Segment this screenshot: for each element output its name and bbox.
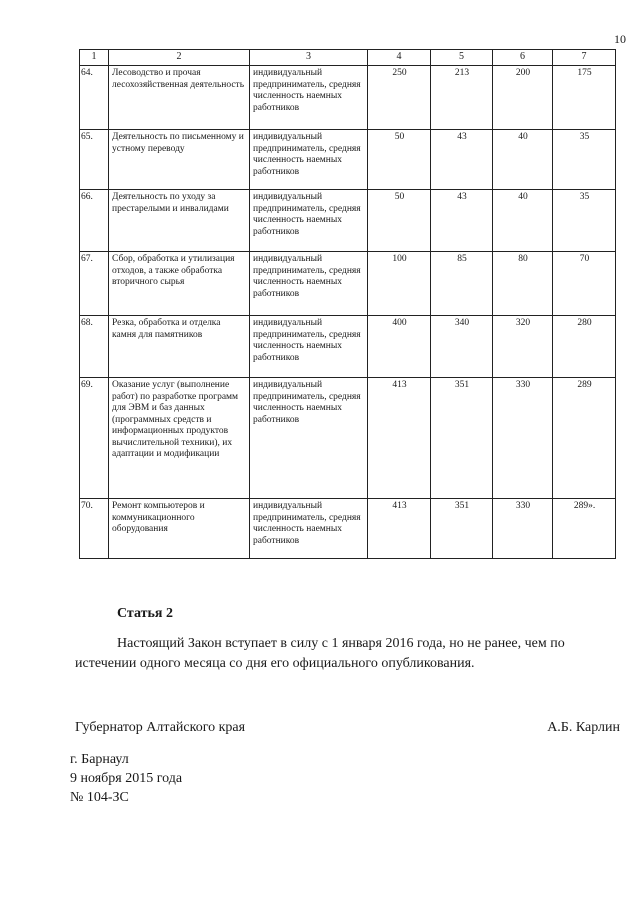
table-row — [80, 378, 616, 499]
row-number: 70. — [80, 499, 109, 559]
date: 9 ноября 2015 года — [70, 771, 183, 786]
article-text — [75, 634, 625, 674]
category-cell: индивидуальный предприниматель, средняя численность наемных работников — [250, 190, 368, 252]
value-cell-5: 85 — [431, 252, 493, 316]
table-header-row — [80, 50, 616, 66]
category-cell: индивидуальный предприниматель, средняя численность наемных работников — [250, 378, 368, 499]
table-row — [80, 190, 616, 252]
activity-cell: Деятельность по письменному и устному переводу — [109, 130, 250, 190]
city: г. Барнаул — [70, 752, 129, 767]
table-row — [80, 66, 616, 130]
table-row — [80, 499, 616, 559]
category-cell: индивидуальный предприниматель, средняя численность наемных работников — [250, 252, 368, 316]
column-header: 1 — [80, 50, 109, 66]
value-cell-4: 50 — [368, 130, 431, 190]
value-cell-6: 330 — [493, 378, 553, 499]
value-cell-4: 50 — [368, 190, 431, 252]
activity-cell: Резка, обработка и отделка камня для памятников — [109, 316, 250, 378]
row-number: 64. — [80, 66, 109, 130]
row-number: 68. — [80, 316, 109, 378]
column-header: 6 — [493, 50, 553, 66]
table-row — [80, 252, 616, 316]
row-number: 65. — [80, 130, 109, 190]
column-header: 3 — [250, 50, 368, 66]
value-cell-4: 413 — [368, 378, 431, 499]
category-cell: индивидуальный предприниматель, средняя численность наемных работников — [250, 130, 368, 190]
value-cell-7: 35 — [553, 190, 616, 252]
value-cell-5: 351 — [431, 499, 493, 559]
category-cell: индивидуальный предприниматель, средняя численность наемных работников — [250, 66, 368, 130]
table-row — [80, 130, 616, 190]
place-and-date — [70, 750, 182, 807]
activity-cell: Лесоводство и прочая лесохозяйственная деятельность — [109, 66, 250, 130]
value-cell-5: 213 — [431, 66, 493, 130]
value-cell-4: 250 — [368, 66, 431, 130]
value-cell-6: 40 — [493, 130, 553, 190]
row-number: 66. — [80, 190, 109, 252]
page-number: 10 — [614, 32, 626, 46]
signatory-name: А.Б. Карлин — [547, 720, 620, 735]
column-header: 7 — [553, 50, 616, 66]
value-cell-7: 175 — [553, 66, 616, 130]
value-cell-6: 40 — [493, 190, 553, 252]
activity-cell: Ремонт компьютеров и коммуникационного оборудования — [109, 499, 250, 559]
value-cell-6: 320 — [493, 316, 553, 378]
value-cell-6: 330 — [493, 499, 553, 559]
value-cell-7: 280 — [553, 316, 616, 378]
value-cell-6: 200 — [493, 66, 553, 130]
value-cell-4: 400 — [368, 316, 431, 378]
article-text-line: истечении одного месяца со дня его официального опубликования. — [75, 656, 475, 671]
column-header: 4 — [368, 50, 431, 66]
value-cell-4: 413 — [368, 499, 431, 559]
row-number: 67. — [80, 252, 109, 316]
activity-cell: Сбор, обработка и утилизация отходов, а также обработка вторичного сырья — [109, 252, 250, 316]
value-cell-5: 43 — [431, 130, 493, 190]
article-title: Статья 2 — [117, 606, 173, 621]
signatory-title: Губернатор Алтайского края — [75, 720, 246, 735]
value-cell-4: 100 — [368, 252, 431, 316]
column-header: 2 — [109, 50, 250, 66]
value-cell-5: 43 — [431, 190, 493, 252]
value-cell-7: 289». — [553, 499, 616, 559]
activity-cell: Деятельность по уходу за престарелыми и инвалидами — [109, 190, 250, 252]
category-cell: индивидуальный предприниматель, средняя численность наемных работников — [250, 499, 368, 559]
row-number: 69. — [80, 378, 109, 499]
activity-cell: Оказание услуг (выполнение работ) по разработке программ для ЭВМ и баз данных (программных средств и информационных продуктов вычислительной техники), их адаптации и модификации — [109, 378, 250, 499]
category-cell: индивидуальный предприниматель, средняя численность наемных работников — [250, 316, 368, 378]
value-cell-7: 289 — [553, 378, 616, 499]
value-cell-7: 35 — [553, 130, 616, 190]
law-number: № 104-ЗС — [70, 790, 129, 805]
value-cell-7: 70 — [553, 252, 616, 316]
value-cell-6: 80 — [493, 252, 553, 316]
article-text-line: Настоящий Закон вступает в силу с 1 января 2016 года, но не ранее, чем по — [117, 636, 565, 651]
column-header: 5 — [431, 50, 493, 66]
activity-table — [79, 49, 616, 559]
value-cell-5: 340 — [431, 316, 493, 378]
table-row — [80, 316, 616, 378]
value-cell-5: 351 — [431, 378, 493, 499]
